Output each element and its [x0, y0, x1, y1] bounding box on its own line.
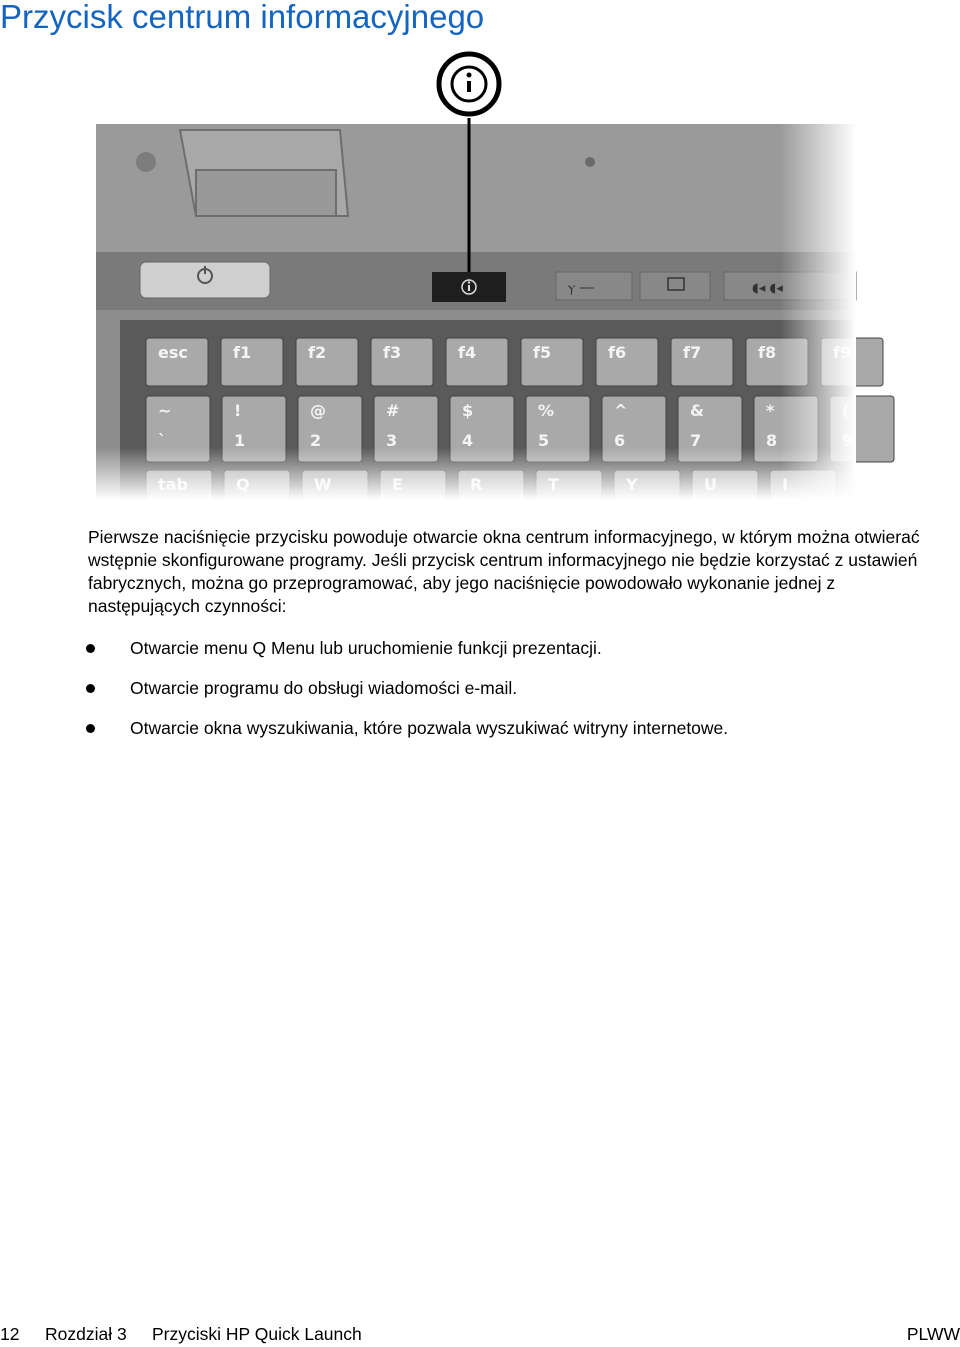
bullet-icon [86, 684, 95, 693]
chapter-label: Rozdział 3 [45, 1324, 127, 1344]
list-item [0, 717, 960, 741]
page-title: Przycisk centrum informacyjnego [0, 0, 485, 35]
document-code: PLWW [906, 1324, 960, 1344]
keyboard-illustration [0, 40, 960, 500]
list-item [0, 677, 960, 701]
bullet-icon [86, 724, 95, 733]
bullet-icon [86, 644, 95, 653]
section-label: Przyciski HP Quick Launch [152, 1324, 362, 1344]
keyboard-figure [0, 40, 960, 500]
list-item [0, 637, 960, 661]
description-paragraph: Pierwsze naciśnięcie przycisku powoduje otwarcie okna centrum informacyjnego, w którym można otwierać wstępnie skonfigurowane programy. Jeśli przycisk centrum informacyjnego nie będzie korzystać z ustawień fabrycznych, można go przeprogramować, aby jego naciśnięcie powodowało wykonanie jednej z następujących czynności: [88, 527, 920, 616]
bullet-text: Otwarcie programu do obsługi wiadomości e-mail. [130, 678, 518, 698]
page-number: 12 [0, 1324, 20, 1344]
page-footer [0, 1322, 960, 1346]
bullet-text: Otwarcie menu Q Menu lub uruchomienie funkcji prezentacji. [130, 638, 602, 658]
bullet-text: Otwarcie okna wyszukiwania, które pozwala wyszukiwać witryny internetowe. [130, 718, 729, 738]
info-callout-icon [439, 54, 499, 114]
